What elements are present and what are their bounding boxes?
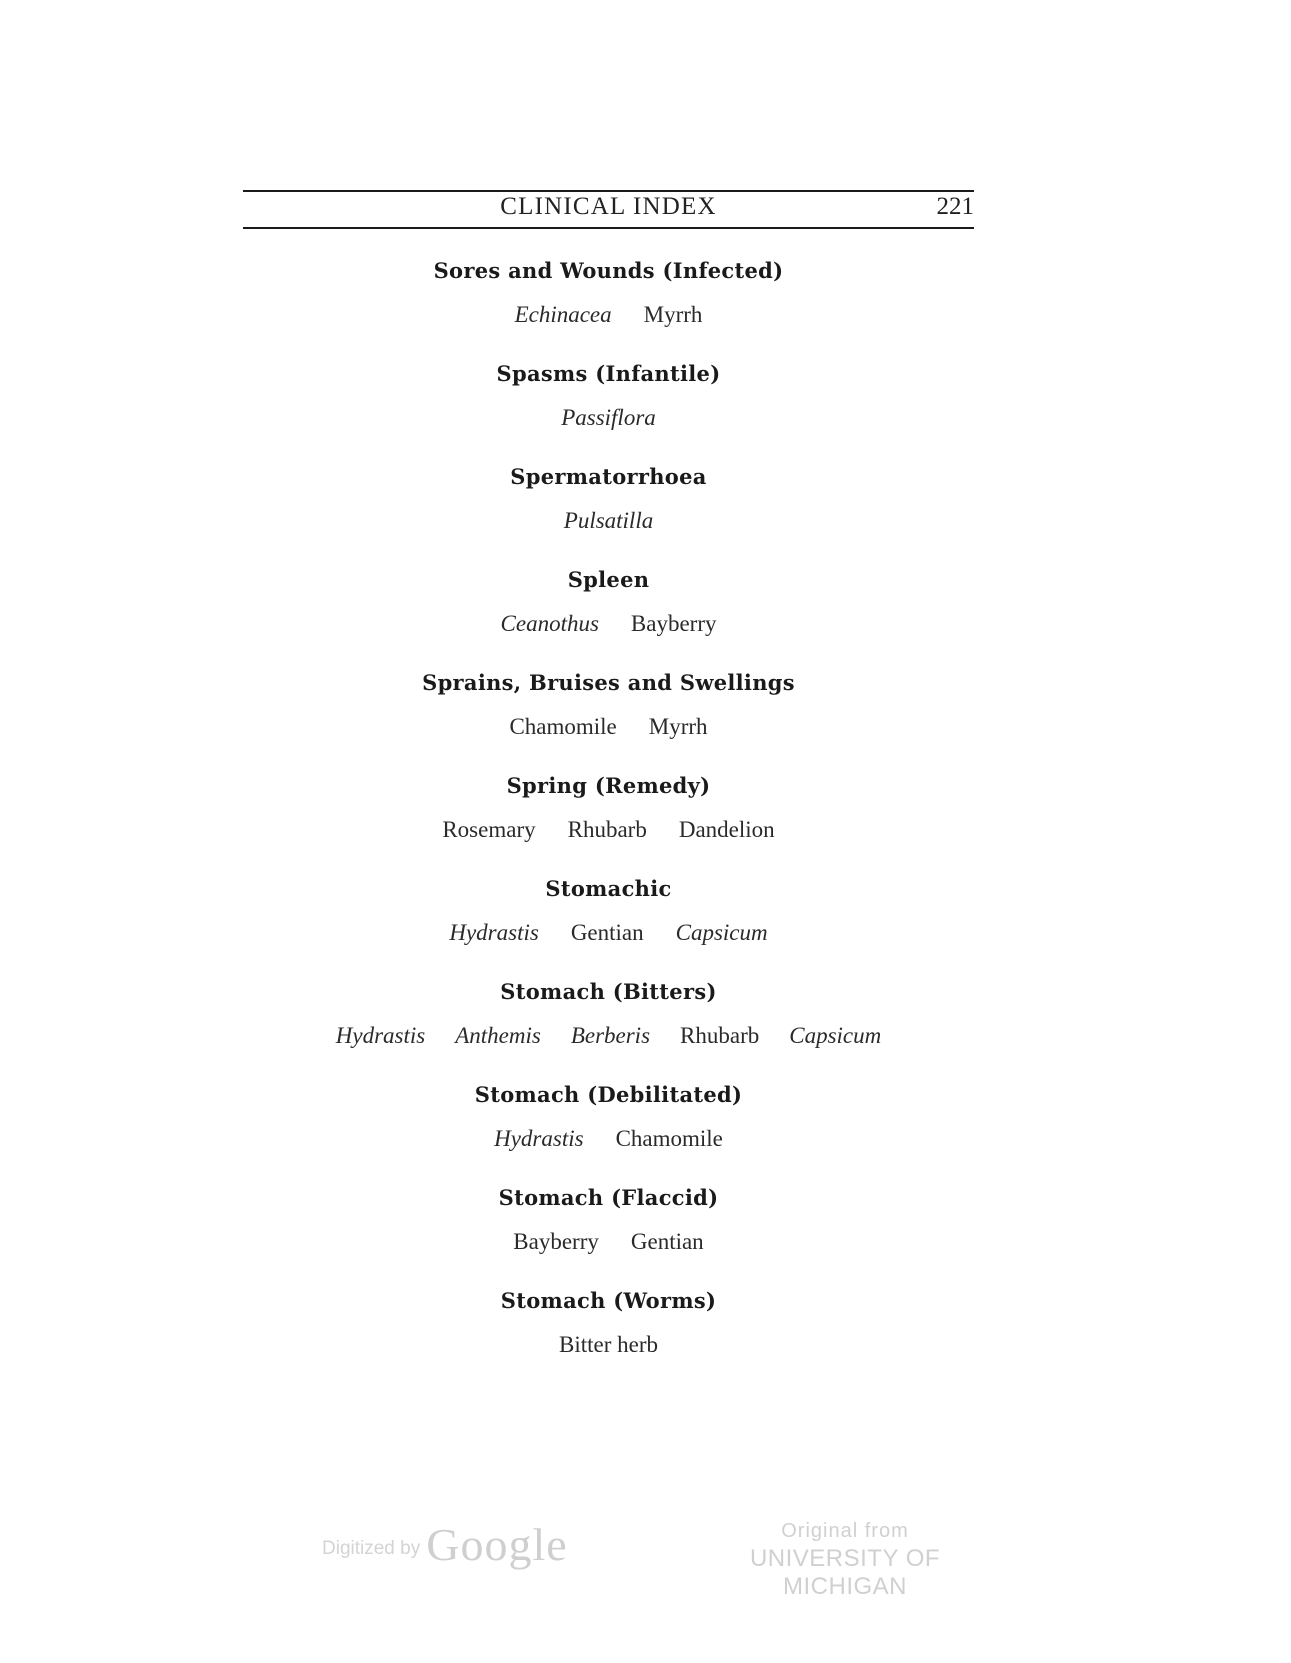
remedy-item: Gentian — [630, 1229, 704, 1254]
entry-heading: Stomach (Worms) — [500, 1288, 717, 1313]
remedy-item: Pulsatilla — [563, 508, 654, 533]
remedy-list — [243, 910, 974, 955]
index-entry — [243, 1074, 974, 1161]
remedy-item: Hydrastis — [449, 920, 539, 945]
remedy-item: Echinacea — [514, 302, 612, 327]
entry-heading: Spermatorrhoea — [510, 464, 707, 489]
remedy-list — [243, 1219, 974, 1264]
remedy-item: Bayberry — [630, 611, 717, 636]
digitized-by-text: Digitized by — [322, 1538, 421, 1559]
index-entry — [243, 1177, 974, 1264]
running-header-title: CLINICAL INDEX — [500, 193, 717, 220]
remedy-list — [243, 601, 974, 646]
remedy-item: Hydrastis — [494, 1126, 584, 1151]
remedy-item: Myrrh — [648, 714, 708, 739]
remedy-item: Gentian — [570, 920, 644, 945]
university-name: UNIVERSITY OF MICHIGAN — [749, 1545, 941, 1600]
header-bottom-rule — [243, 227, 974, 229]
remedy-item: Bitter herb — [559, 1332, 658, 1357]
remedy-item: Capsicum — [675, 920, 768, 945]
remedy-item: Chamomile — [509, 714, 617, 739]
remedy-item: Rosemary — [442, 817, 536, 842]
entry-heading: Stomach (Flaccid) — [498, 1185, 719, 1210]
index-entries — [243, 250, 974, 1367]
remedy-list — [243, 704, 974, 749]
remedy-item: Dandelion — [678, 817, 775, 842]
page-number: 221 — [936, 193, 974, 220]
entry-heading: Stomach (Debilitated) — [474, 1082, 743, 1107]
remedy-item: Myrrh — [643, 302, 703, 327]
remedy-list — [243, 1116, 974, 1161]
remedy-item: Bayberry — [513, 1229, 599, 1254]
remedy-item: Ceanothus — [500, 611, 599, 636]
original-from-watermark — [690, 1520, 1000, 1601]
index-entry — [243, 456, 974, 543]
remedy-item: Rhubarb — [567, 817, 647, 842]
remedy-item: Berberis — [570, 1023, 651, 1048]
index-entry — [243, 353, 974, 440]
index-entry — [243, 1280, 974, 1367]
remedy-list — [243, 395, 974, 440]
entry-heading: Spasms (Infantile) — [496, 361, 721, 386]
remedy-item: Capsicum — [789, 1023, 882, 1048]
remedy-item: Anthemis — [455, 1023, 541, 1048]
remedy-list — [243, 807, 974, 852]
remedy-list — [243, 1013, 974, 1058]
entry-heading: Sores and Wounds (Infected) — [433, 258, 784, 283]
index-entry — [243, 868, 974, 955]
remedy-item: Rhubarb — [680, 1023, 760, 1048]
index-entry — [243, 765, 974, 852]
remedy-item: Hydrastis — [335, 1023, 426, 1048]
remedy-list — [243, 498, 974, 543]
google-logo: Google — [426, 1519, 568, 1570]
remedy-item: Passiflora — [561, 405, 656, 430]
header-top-rule — [243, 190, 974, 192]
index-entry — [243, 250, 974, 337]
remedy-list — [243, 292, 974, 337]
index-entry — [243, 559, 974, 646]
remedy-item: Chamomile — [615, 1126, 723, 1151]
index-entry — [243, 662, 974, 749]
entry-heading: Stomachic — [545, 876, 672, 901]
entry-heading: Spring (Remedy) — [506, 773, 711, 798]
original-from-text: Original from — [781, 1520, 909, 1542]
remedy-list — [243, 1322, 974, 1367]
index-entry — [243, 971, 974, 1058]
digitized-by-watermark — [322, 1518, 568, 1571]
entry-heading: Stomach (Bitters) — [500, 979, 717, 1004]
entry-heading: Spleen — [567, 567, 650, 592]
entry-heading: Sprains, Bruises and Swellings — [422, 670, 795, 695]
